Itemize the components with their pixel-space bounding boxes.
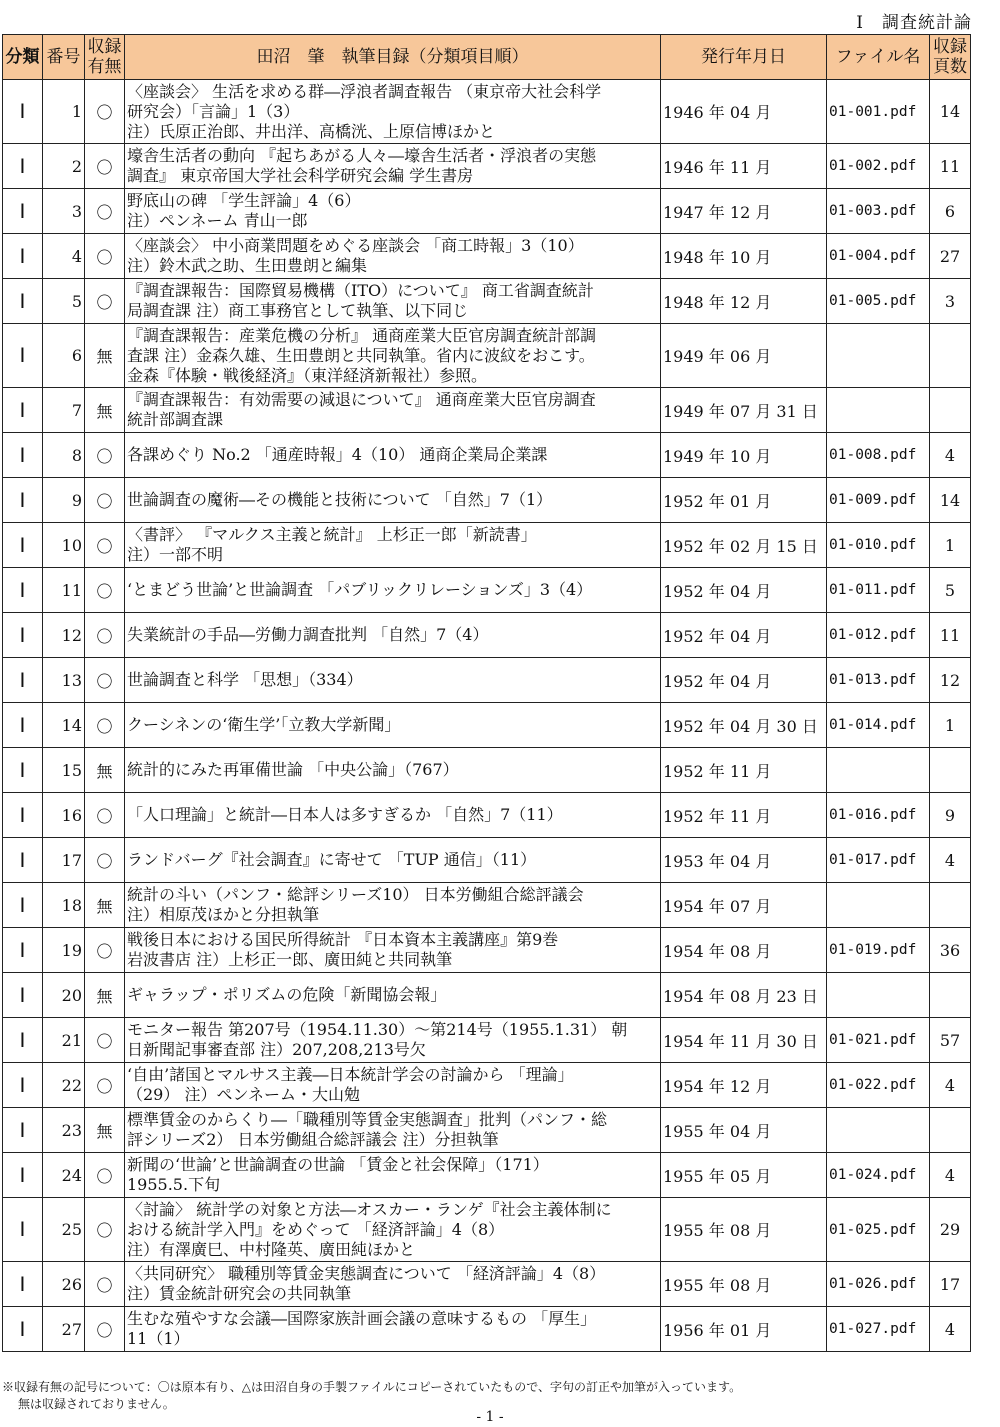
date-cell: 1946 年 11 月 xyxy=(661,144,827,189)
pages-cell xyxy=(930,388,971,433)
file-cell: 01-003.pdf xyxy=(827,189,930,234)
recorded-cell: 〇 xyxy=(85,1063,125,1108)
title-cell xyxy=(125,1018,661,1063)
category-cell: Ⅰ xyxy=(3,793,43,838)
title-cell xyxy=(125,658,661,703)
recorded-cell: 〇 xyxy=(85,613,125,658)
number-cell: 2 xyxy=(43,144,85,189)
file-cell: 01-016.pdf xyxy=(827,793,930,838)
footnote-line-1: ※収録有無の記号について：〇は原本有り、△は田沼自身の手製ファイルにコピーされていたもので、字句の訂正や加筆が入っています。 xyxy=(2,1380,742,1394)
category-cell: Ⅰ xyxy=(3,928,43,973)
title-cell xyxy=(125,973,661,1018)
title-line: 生むな殖やすな会議―国際家族計画会議の意味するもの 「厚生」 xyxy=(127,1309,597,1328)
pages-cell xyxy=(930,973,971,1018)
recorded-cell: 〇 xyxy=(85,568,125,613)
category-cell: Ⅰ xyxy=(3,388,43,433)
recorded-cell: 無 xyxy=(85,748,125,793)
table-row xyxy=(3,973,971,1018)
title-cell xyxy=(125,838,661,883)
pages-cell: 12 xyxy=(930,658,971,703)
number-cell: 6 xyxy=(43,324,85,388)
table-row xyxy=(3,568,971,613)
recorded-cell: 無 xyxy=(85,1108,125,1153)
category-cell: Ⅰ xyxy=(3,1108,43,1153)
recorded-cell: 〇 xyxy=(85,1307,125,1352)
title-line: 失業統計の手品―労働力調査批判 「自然」7（4） xyxy=(127,625,489,644)
table-row xyxy=(3,793,971,838)
header-category: 分類 xyxy=(3,35,43,80)
header-file: ファイル名 xyxy=(827,35,930,80)
file-cell: 01-021.pdf xyxy=(827,1018,930,1063)
table-row xyxy=(3,324,971,388)
table-row xyxy=(3,703,971,748)
category-cell: Ⅰ xyxy=(3,433,43,478)
title-line: 統計部調査課 xyxy=(127,410,224,429)
pages-cell: 4 xyxy=(930,1307,971,1352)
table-row xyxy=(3,1307,971,1352)
title-line: 注）氏原正治郎、井出洋、高橋洸、上原信博ほかと xyxy=(127,121,496,141)
recorded-cell: 〇 xyxy=(85,80,125,144)
number-cell: 14 xyxy=(43,703,85,748)
title-line: 注）一部不明 xyxy=(127,545,224,564)
title-line: 〈討論〉 統計学の対象と方法―オスカー・ランゲ『社会主義体制に xyxy=(127,1199,612,1219)
category-cell: Ⅰ xyxy=(3,189,43,234)
recorded-cell: 〇 xyxy=(85,478,125,523)
title-line: モニター報告 第207号（1954.11.30）～第214号（1955.1.31） 朝 xyxy=(127,1020,628,1039)
pages-cell: 14 xyxy=(930,478,971,523)
table-row xyxy=(3,388,971,433)
table-row xyxy=(3,234,971,279)
footnote-line-2: 無は収録されておりません。 xyxy=(18,1397,175,1411)
recorded-cell: 〇 xyxy=(85,1153,125,1198)
number-cell: 23 xyxy=(43,1108,85,1153)
table-row xyxy=(3,838,971,883)
pages-cell: 57 xyxy=(930,1018,971,1063)
pages-cell: 29 xyxy=(930,1198,971,1262)
recorded-cell: 〇 xyxy=(85,433,125,478)
date-cell: 1956 年 01 月 xyxy=(661,1307,827,1352)
pages-cell: 6 xyxy=(930,189,971,234)
date-cell: 1955 年 04 月 xyxy=(661,1108,827,1153)
title-cell xyxy=(125,80,661,144)
table-row xyxy=(3,658,971,703)
header-number: 番号 xyxy=(43,35,85,80)
recorded-cell: 〇 xyxy=(85,703,125,748)
title-line: 注）有澤廣巳、中村隆英、廣田純ほかと xyxy=(127,1239,416,1259)
title-line: 注）鈴木武之助、生田豊朗と編集 xyxy=(127,256,368,275)
category-cell: Ⅰ xyxy=(3,1307,43,1352)
date-cell: 1954 年 07 月 xyxy=(661,883,827,928)
recorded-cell: 〇 xyxy=(85,793,125,838)
category-cell: Ⅰ xyxy=(3,613,43,658)
title-cell xyxy=(125,748,661,793)
header-recorded: 収録有無 xyxy=(85,35,125,80)
title-line: 戦後日本における国民所得統計 『日本資本主義講座』第9巻 xyxy=(127,930,559,949)
table-row xyxy=(3,928,971,973)
number-cell: 21 xyxy=(43,1018,85,1063)
title-cell xyxy=(125,613,661,658)
category-cell: Ⅰ xyxy=(3,80,43,144)
table-row xyxy=(3,478,971,523)
file-cell: 01-002.pdf xyxy=(827,144,930,189)
title-line: おける統計学入門』をめぐって 「経済評論」4（8） xyxy=(127,1219,505,1239)
category-cell: Ⅰ xyxy=(3,658,43,703)
title-line: 新聞の‘世論’と世論調査の世論 「賃金と社会保障」（171） xyxy=(127,1155,549,1174)
table-row xyxy=(3,748,971,793)
header-row xyxy=(3,35,971,80)
number-cell: 8 xyxy=(43,433,85,478)
number-cell: 17 xyxy=(43,838,85,883)
pages-cell xyxy=(930,748,971,793)
table-row xyxy=(3,279,971,324)
number-cell: 25 xyxy=(43,1198,85,1262)
number-cell: 18 xyxy=(43,883,85,928)
title-line: 日新聞記事審査部 注）207,208,213号欠 xyxy=(127,1040,426,1059)
pages-cell: 4 xyxy=(930,433,971,478)
recorded-cell: 〇 xyxy=(85,1198,125,1262)
title-cell xyxy=(125,793,661,838)
pages-cell: 9 xyxy=(930,793,971,838)
category-cell: Ⅰ xyxy=(3,144,43,189)
title-line: 岩波書店 注）上杉正一郎、廣田純と共同執筆 xyxy=(127,950,453,969)
title-line: 金森『体験・戦後経済』（東洋経済新報社）参照。 xyxy=(127,365,488,385)
date-cell: 1949 年 07 月 31 日 xyxy=(661,388,827,433)
number-cell: 22 xyxy=(43,1063,85,1108)
title-line: 『調査課報告：国際貿易機構（ITO）について』 商工省調査統計 xyxy=(127,281,594,300)
category-cell: Ⅰ xyxy=(3,1198,43,1262)
date-cell: 1952 年 01 月 xyxy=(661,478,827,523)
recorded-cell: 無 xyxy=(85,973,125,1018)
file-cell: 01-026.pdf xyxy=(827,1262,930,1307)
title-line: 〈座談会〉 生活を求める群―浮浪者調査報告 （東京帝大社会科学 xyxy=(127,81,602,101)
title-cell xyxy=(125,1198,661,1262)
file-cell: 01-013.pdf xyxy=(827,658,930,703)
pages-cell: 17 xyxy=(930,1262,971,1307)
file-cell xyxy=(827,748,930,793)
category-cell: Ⅰ xyxy=(3,523,43,568)
title-line: 注）ペンネーム 青山一郎 xyxy=(127,211,308,230)
title-cell xyxy=(125,928,661,973)
date-cell: 1949 年 06 月 xyxy=(661,324,827,388)
title-line: 評シリーズ2） 日本労働組合総評議会 注）分担執筆 xyxy=(127,1130,499,1149)
title-line: 世論調査の魔術―その機能と技術について 「自然」7（1） xyxy=(127,490,553,509)
title-line: 注）相原茂ほかと分担執筆 xyxy=(127,905,320,924)
catalog-table xyxy=(2,34,971,1352)
date-cell: 1954 年 08 月 23 日 xyxy=(661,973,827,1018)
date-cell: 1952 年 02 月 15 日 xyxy=(661,523,827,568)
title-line: 局調査課 注）商工事務官として執筆、以下同じ xyxy=(127,301,469,320)
table-row xyxy=(3,883,971,928)
pages-cell: 4 xyxy=(930,1063,971,1108)
title-cell xyxy=(125,388,661,433)
table-row xyxy=(3,1018,971,1063)
file-cell xyxy=(827,1108,930,1153)
number-cell: 4 xyxy=(43,234,85,279)
title-line: 統計的にみた再軍備世論 「中央公論」（767） xyxy=(127,760,459,779)
table-row xyxy=(3,523,971,568)
table-row xyxy=(3,80,971,144)
title-line: 世論調査と科学 「思想」（334） xyxy=(127,670,363,689)
recorded-cell: 〇 xyxy=(85,523,125,568)
pages-cell xyxy=(930,324,971,388)
pages-cell xyxy=(930,883,971,928)
number-cell: 15 xyxy=(43,748,85,793)
number-cell: 19 xyxy=(43,928,85,973)
title-line: 各課めぐり No.2 「通産時報」4（10） 通商企業局企業課 xyxy=(127,445,548,464)
category-cell: Ⅰ xyxy=(3,234,43,279)
table-row xyxy=(3,1063,971,1108)
number-cell: 12 xyxy=(43,613,85,658)
title-cell xyxy=(125,279,661,324)
number-cell: 7 xyxy=(43,388,85,433)
title-cell xyxy=(125,883,661,928)
recorded-cell: 〇 xyxy=(85,1262,125,1307)
title-line: 調査』 東京帝国大学社会科学研究会編 学生書房 xyxy=(127,166,474,185)
recorded-cell: 〇 xyxy=(85,658,125,703)
date-cell: 1952 年 04 月 xyxy=(661,658,827,703)
title-cell xyxy=(125,324,661,388)
title-line: 1955.5.下旬 xyxy=(127,1175,221,1194)
pages-cell: 14 xyxy=(930,80,971,144)
title-line: 研究会）「言論」1（3） xyxy=(127,101,300,121)
file-cell: 01-019.pdf xyxy=(827,928,930,973)
section-title: Ⅰ 調査統計論 xyxy=(856,13,972,33)
number-cell: 26 xyxy=(43,1262,85,1307)
number-cell: 27 xyxy=(43,1307,85,1352)
table-row xyxy=(3,1108,971,1153)
recorded-cell: 無 xyxy=(85,883,125,928)
date-cell: 1948 年 12 月 xyxy=(661,279,827,324)
title-line: 「人口理論」と統計―日本人は多すぎるか 「自然」7（11） xyxy=(127,805,563,824)
table-row xyxy=(3,1153,971,1198)
pages-cell: 11 xyxy=(930,613,971,658)
recorded-cell: 〇 xyxy=(85,1018,125,1063)
date-cell: 1946 年 04 月 xyxy=(661,80,827,144)
title-line: ‘自由’諸国とマルサス主義―日本統計学会の討論から 「理論」 xyxy=(127,1065,574,1084)
file-cell xyxy=(827,883,930,928)
title-line: 注）賃金統計研究会の共同執筆 xyxy=(127,1284,352,1303)
pages-cell: 27 xyxy=(930,234,971,279)
number-cell: 5 xyxy=(43,279,85,324)
file-cell: 01-005.pdf xyxy=(827,279,930,324)
page-number: - 1 - xyxy=(476,1409,504,1425)
title-line: 『調査課報告：産業危機の分析』 通商産業大臣官房調査統計部調 xyxy=(127,325,597,345)
file-cell: 01-012.pdf xyxy=(827,613,930,658)
date-cell: 1952 年 04 月 30 日 xyxy=(661,703,827,748)
recorded-cell: 〇 xyxy=(85,189,125,234)
date-cell: 1955 年 08 月 xyxy=(661,1198,827,1262)
category-cell: Ⅰ xyxy=(3,324,43,388)
date-cell: 1952 年 04 月 xyxy=(661,568,827,613)
title-cell xyxy=(125,1153,661,1198)
title-line: 査課 注）金森久雄、生田豊朗と共同執筆。省内に波紋をおこす。 xyxy=(127,345,595,365)
file-cell: 01-017.pdf xyxy=(827,838,930,883)
file-cell: 01-001.pdf xyxy=(827,80,930,144)
number-cell: 1 xyxy=(43,80,85,144)
table-row xyxy=(3,1262,971,1307)
category-cell: Ⅰ xyxy=(3,1262,43,1307)
date-cell: 1953 年 04 月 xyxy=(661,838,827,883)
date-cell: 1952 年 11 月 xyxy=(661,793,827,838)
pages-cell: 1 xyxy=(930,703,971,748)
table-row xyxy=(3,1198,971,1262)
date-cell: 1949 年 10 月 xyxy=(661,433,827,478)
title-line: （29） 注）ペンネーム・大山勉 xyxy=(127,1085,360,1104)
pages-cell: 11 xyxy=(930,144,971,189)
file-cell: 01-009.pdf xyxy=(827,478,930,523)
footnote xyxy=(2,1379,741,1413)
category-cell: Ⅰ xyxy=(3,1153,43,1198)
date-cell: 1955 年 08 月 xyxy=(661,1262,827,1307)
file-cell: 01-027.pdf xyxy=(827,1307,930,1352)
date-cell: 1954 年 08 月 xyxy=(661,928,827,973)
recorded-cell: 〇 xyxy=(85,234,125,279)
pages-cell xyxy=(930,1108,971,1153)
number-cell: 9 xyxy=(43,478,85,523)
recorded-cell: 〇 xyxy=(85,928,125,973)
number-cell: 20 xyxy=(43,973,85,1018)
category-cell: Ⅰ xyxy=(3,279,43,324)
title-line: ギャラップ・ポリズムの危険「新聞協会報」 xyxy=(127,985,447,1004)
date-cell: 1954 年 12 月 xyxy=(661,1063,827,1108)
file-cell: 01-025.pdf xyxy=(827,1198,930,1262)
file-cell: 01-024.pdf xyxy=(827,1153,930,1198)
file-cell xyxy=(827,324,930,388)
pages-cell: 1 xyxy=(930,523,971,568)
header-title: 田沼 肇 執筆目録（分類項目順） xyxy=(125,35,661,80)
file-cell xyxy=(827,388,930,433)
date-cell: 1948 年 10 月 xyxy=(661,234,827,279)
header-date: 発行年月日 xyxy=(661,35,827,80)
title-line: 〈座談会〉 中小商業問題をめぐる座談会 「商工時報」3（10） xyxy=(127,236,584,255)
category-cell: Ⅰ xyxy=(3,703,43,748)
recorded-cell: 無 xyxy=(85,388,125,433)
title-cell xyxy=(125,189,661,234)
date-cell: 1955 年 05 月 xyxy=(661,1153,827,1198)
date-cell: 1947 年 12 月 xyxy=(661,189,827,234)
title-cell xyxy=(125,523,661,568)
title-cell xyxy=(125,433,661,478)
file-cell xyxy=(827,973,930,1018)
date-cell: 1954 年 11 月 30 日 xyxy=(661,1018,827,1063)
category-cell: Ⅰ xyxy=(3,1018,43,1063)
title-cell xyxy=(125,568,661,613)
file-cell: 01-008.pdf xyxy=(827,433,930,478)
title-cell xyxy=(125,1063,661,1108)
title-line: 11（1） xyxy=(127,1329,190,1348)
table-row xyxy=(3,144,971,189)
pages-cell: 5 xyxy=(930,568,971,613)
recorded-cell: 〇 xyxy=(85,838,125,883)
category-cell: Ⅰ xyxy=(3,973,43,1018)
category-cell: Ⅰ xyxy=(3,1063,43,1108)
file-cell: 01-014.pdf xyxy=(827,703,930,748)
title-line: 野底山の碑 「学生評論」4（6） xyxy=(127,191,361,210)
date-cell: 1952 年 04 月 xyxy=(661,613,827,658)
title-cell xyxy=(125,1262,661,1307)
title-line: ランドバーグ『社会調査』に寄せて 「TUP 通信」（11） xyxy=(127,850,537,869)
pages-cell: 36 xyxy=(930,928,971,973)
file-cell: 01-010.pdf xyxy=(827,523,930,568)
number-cell: 10 xyxy=(43,523,85,568)
title-cell xyxy=(125,703,661,748)
recorded-cell: 〇 xyxy=(85,144,125,189)
title-line: ‘とまどう世論’と世論調査 「パブリックリレーションズ」3（4） xyxy=(127,580,593,599)
table-row xyxy=(3,433,971,478)
pages-cell: 3 xyxy=(930,279,971,324)
recorded-cell: 無 xyxy=(85,324,125,388)
title-line: 統計の斗い（パンフ・総評シリーズ10） 日本労働組合総評議会 xyxy=(127,885,584,904)
title-cell xyxy=(125,1307,661,1352)
title-line: 〈共同研究〉 職種別等賃金実態調査について 「経済評論」4（8） xyxy=(127,1264,606,1283)
table-row xyxy=(3,613,971,658)
title-cell xyxy=(125,234,661,279)
recorded-cell: 〇 xyxy=(85,279,125,324)
number-cell: 16 xyxy=(43,793,85,838)
category-cell: Ⅰ xyxy=(3,883,43,928)
title-line: 『調査課報告：有効需要の減退について』 通商産業大臣官房調査 xyxy=(127,390,596,409)
title-line: 壕舎生活者の動向 『起ちあがる人々―壕舎生活者・浮浪者の実態 xyxy=(127,146,597,165)
file-cell: 01-022.pdf xyxy=(827,1063,930,1108)
title-line: クーシネンの‘衛生学’「立教大学新聞」 xyxy=(127,715,401,734)
number-cell: 3 xyxy=(43,189,85,234)
category-cell: Ⅰ xyxy=(3,478,43,523)
file-cell: 01-004.pdf xyxy=(827,234,930,279)
category-cell: Ⅰ xyxy=(3,838,43,883)
title-line: 標準賃金のからくり―「職種別等賃金実態調査」批判（パンフ・総 xyxy=(127,1110,608,1129)
number-cell: 24 xyxy=(43,1153,85,1198)
category-cell: Ⅰ xyxy=(3,568,43,613)
header-pages: 収録頁数 xyxy=(930,35,971,80)
pages-cell: 4 xyxy=(930,838,971,883)
title-cell xyxy=(125,144,661,189)
number-cell: 11 xyxy=(43,568,85,613)
table-row xyxy=(3,189,971,234)
date-cell: 1952 年 11 月 xyxy=(661,748,827,793)
title-cell xyxy=(125,1108,661,1153)
title-cell xyxy=(125,478,661,523)
number-cell: 13 xyxy=(43,658,85,703)
pages-cell: 4 xyxy=(930,1153,971,1198)
title-line: 〈書評〉 『マルクス主義と統計』 上杉正一郎「新読書」 xyxy=(127,525,537,544)
file-cell: 01-011.pdf xyxy=(827,568,930,613)
category-cell: Ⅰ xyxy=(3,748,43,793)
